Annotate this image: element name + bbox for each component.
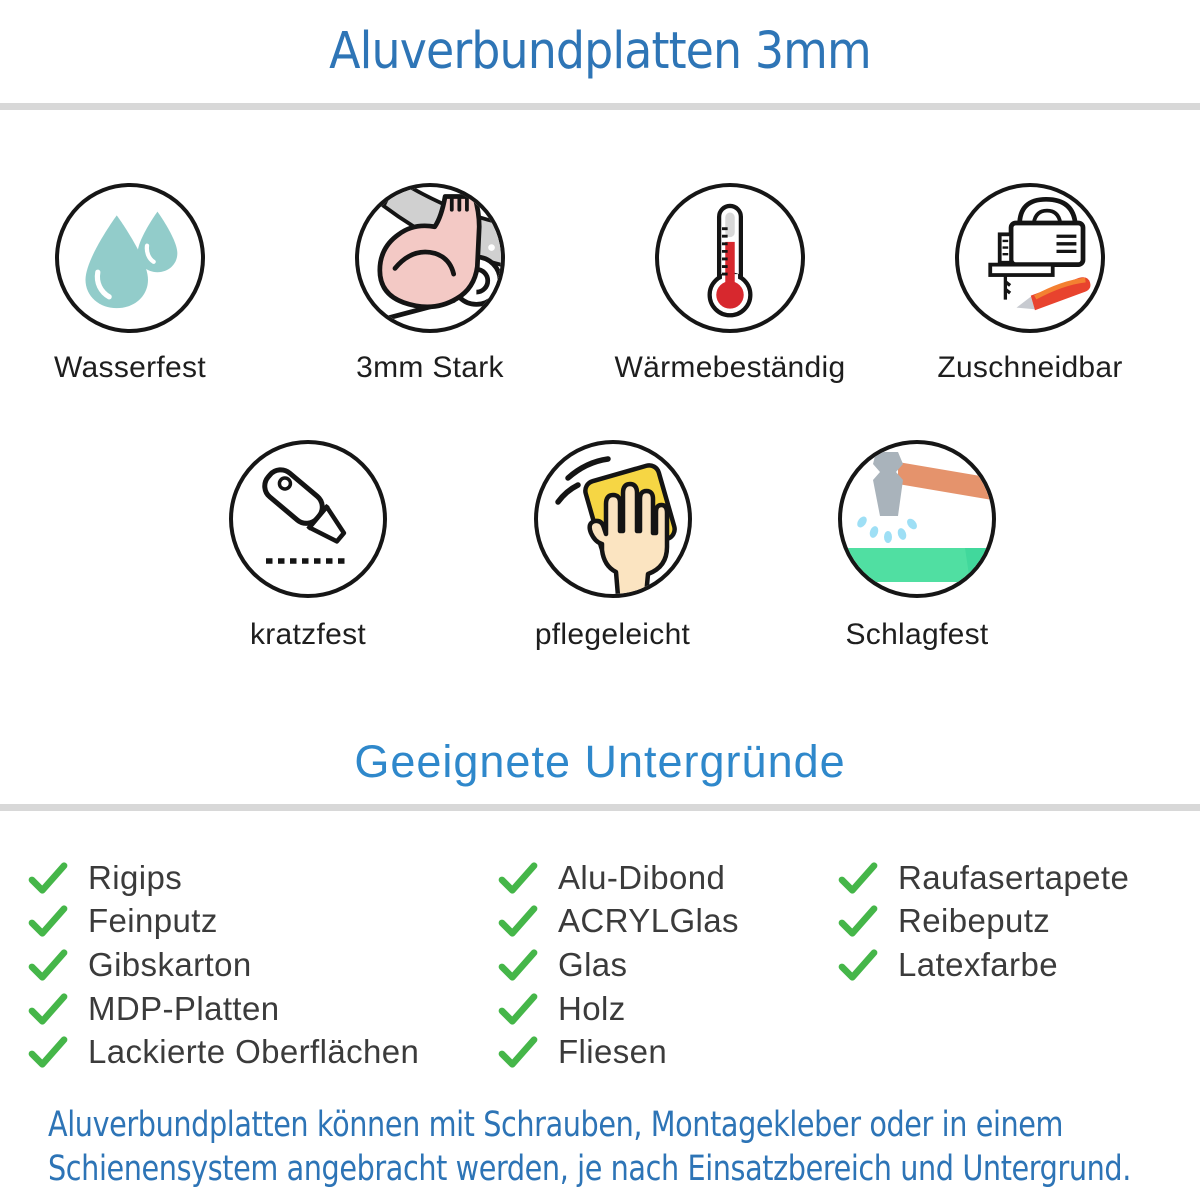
- substrates-column-1: [26, 856, 419, 1074]
- feature-schlagfest: [838, 440, 996, 651]
- check-icon: [836, 904, 880, 938]
- substrate-item: [26, 900, 419, 944]
- substrate-item: [26, 943, 419, 987]
- check-icon: [496, 1035, 540, 1069]
- substrates-column-3: [836, 856, 1129, 987]
- feature-label: kratzfest: [249, 618, 367, 651]
- page-title: Aluverbundplatten 3mm: [329, 22, 871, 81]
- substrate-label: Holz: [558, 989, 626, 1027]
- check-icon: [496, 948, 540, 982]
- section-title: Geeignete Untergründe: [354, 736, 846, 787]
- utility-knife-icon: [229, 440, 387, 598]
- strong-arm-panel-icon: [355, 183, 505, 333]
- substrate-item: [836, 943, 1129, 987]
- substrate-label: ACRYLGlas: [558, 902, 739, 940]
- substrate-item: [836, 900, 1129, 944]
- check-icon: [836, 948, 880, 982]
- check-icon: [836, 861, 880, 895]
- mounting-note: [48, 1104, 1155, 1191]
- features-row-1: [54, 183, 1123, 384]
- substrate-label: Reibeputz: [898, 902, 1051, 940]
- feature-3mm-stark: [355, 183, 505, 384]
- substrate-label: MDP-Platten: [88, 989, 280, 1027]
- check-icon: [26, 861, 70, 895]
- feature-label: pflegeleicht: [534, 618, 691, 651]
- substrate-label: Rigips: [88, 858, 183, 896]
- check-icon: [496, 992, 540, 1026]
- feature-label: Schlagfest: [845, 618, 989, 651]
- substrate-item: [836, 856, 1129, 900]
- mounting-note-line1: Aluverbundplatten können mit Schrauben, Montagekleber oder in einem: [48, 1105, 1064, 1145]
- jigsaw-cutter-icon: [955, 183, 1105, 333]
- divider-top: [0, 103, 1200, 110]
- check-icon: [26, 948, 70, 982]
- check-icon: [26, 992, 70, 1026]
- substrate-item: [496, 1030, 739, 1074]
- feature-label: Wasserfest: [54, 351, 206, 384]
- hammer-impact-icon: [838, 440, 996, 598]
- check-icon: [496, 904, 540, 938]
- substrate-item: [496, 943, 739, 987]
- feature-label: Wärmebeständig: [614, 351, 846, 384]
- substrate-item: [496, 900, 739, 944]
- feature-zuschneidbar: [937, 183, 1123, 384]
- substrate-label: Glas: [558, 945, 628, 983]
- cleaning-hand-cloth-icon: [534, 440, 692, 598]
- thermometer-icon: [655, 183, 805, 333]
- water-drops-icon: [55, 183, 205, 333]
- substrate-item: [26, 1030, 419, 1074]
- feature-label: Zuschneidbar: [937, 351, 1123, 384]
- substrate-item: [26, 856, 419, 900]
- features-row-2: [229, 440, 996, 651]
- substrates-column-2: [496, 856, 739, 1074]
- feature-pflegeleicht: [534, 440, 692, 651]
- substrate-label: Lackierte Oberflächen: [88, 1033, 420, 1071]
- substrate-label: Alu-Dibond: [558, 858, 726, 896]
- substrate-label: Latexfarbe: [898, 945, 1058, 983]
- substrate-label: Fliesen: [558, 1033, 668, 1071]
- feature-wasserfest: [54, 183, 206, 384]
- check-icon: [26, 1035, 70, 1069]
- substrate-label: Gibskarton: [88, 945, 252, 983]
- substrate-label: Feinputz: [88, 902, 218, 940]
- feature-kratzfest: [229, 440, 387, 651]
- feature-label: 3mm Stark: [356, 351, 504, 384]
- substrate-item: [26, 987, 419, 1031]
- feature-waermebestaendig: [614, 183, 846, 384]
- check-icon: [26, 904, 70, 938]
- mounting-note-line2: Schienensystem angebracht werden, je nach Einsatzbereich und Untergrund.: [48, 1148, 1131, 1189]
- divider-section: [0, 804, 1200, 811]
- substrate-label: Raufasertapete: [898, 858, 1130, 896]
- substrate-item: [496, 856, 739, 900]
- check-icon: [496, 861, 540, 895]
- substrate-item: [496, 987, 739, 1031]
